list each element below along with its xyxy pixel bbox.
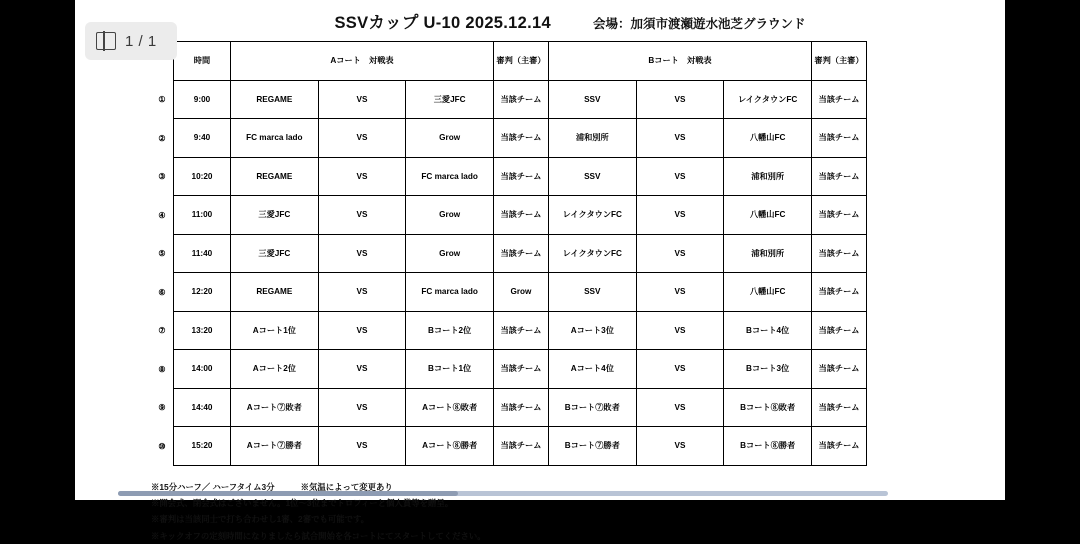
row-b-ref: 当該チーム (812, 350, 867, 389)
row-a-away: Grow (406, 119, 494, 158)
note-main: ※15分ハーフ／ ハーフタイム3分 (151, 482, 275, 492)
row-a-ref: 当該チーム (493, 234, 548, 273)
row-a-ref: 当該チーム (493, 350, 548, 389)
row-a-ref: 当該チーム (493, 157, 548, 196)
table-row (151, 427, 867, 466)
row-number: ⑧ (151, 350, 174, 389)
row-b-vs: VS (636, 273, 724, 312)
row-time: 9:00 (174, 80, 231, 119)
row-a-vs: VS (318, 157, 406, 196)
row-b-home: SSV (548, 80, 636, 119)
row-b-away: Bコート3位 (724, 350, 812, 389)
row-b-ref: 当該チーム (812, 388, 867, 427)
row-b-vs: VS (636, 427, 724, 466)
header-time: 時間 (174, 42, 231, 81)
row-b-home: Aコート4位 (548, 350, 636, 389)
row-a-away: Aコート⑧敗者 (406, 388, 494, 427)
note-line (151, 495, 867, 511)
row-b-home: SSV (548, 273, 636, 312)
row-time: 11:40 (174, 234, 231, 273)
document-header (107, 9, 973, 33)
row-a-away: Grow (406, 196, 494, 235)
row-number: ③ (151, 157, 174, 196)
row-b-away: 浦和別所 (724, 234, 812, 273)
row-a-away: Grow (406, 234, 494, 273)
row-number: ② (151, 119, 174, 158)
row-a-vs: VS (318, 273, 406, 312)
document-content (75, 0, 1005, 500)
row-a-home: Aコート2位 (231, 350, 319, 389)
row-b-home: Bコート⑦勝者 (548, 427, 636, 466)
row-number: ⑥ (151, 273, 174, 312)
row-b-vs: VS (636, 157, 724, 196)
page-title: SSVカップ U-10 2025.12.14 (335, 9, 551, 33)
scrollbar-thumb[interactable] (118, 491, 458, 496)
row-b-vs: VS (636, 311, 724, 350)
note-sub: ※気温によって変更あり (301, 482, 393, 492)
venue-label: 会場：加須市渡瀬遊水池芝グラウンド (593, 14, 806, 32)
row-a-away: 三愛JFC (406, 80, 494, 119)
row-number: ④ (151, 196, 174, 235)
table-row (151, 311, 867, 350)
row-time: 15:20 (174, 427, 231, 466)
row-b-away: 八幡山FC (724, 119, 812, 158)
row-a-ref: 当該チーム (493, 427, 548, 466)
row-a-away: Aコート⑧勝者 (406, 427, 494, 466)
row-a-home: 三愛JFC (231, 196, 319, 235)
row-a-home: FC marca lado (231, 119, 319, 158)
row-a-home: REGAME (231, 80, 319, 119)
schedule-table-body (151, 42, 867, 466)
row-a-vs: VS (318, 427, 406, 466)
note-line (151, 528, 867, 544)
note-main: ※開会式、閉会式はございません。1位〜3位までトロフィーと個人賞等を贈呈。 (151, 498, 453, 508)
header-referee-a: 審判（主審） (493, 42, 548, 81)
row-b-ref: 当該チーム (812, 196, 867, 235)
row-a-home: 三愛JFC (231, 234, 319, 273)
row-b-vs: VS (636, 388, 724, 427)
row-number: ⑩ (151, 427, 174, 466)
row-a-away: FC marca lado (406, 273, 494, 312)
row-time: 13:20 (174, 311, 231, 350)
row-number: ① (151, 80, 174, 119)
table-row (151, 388, 867, 427)
row-b-ref: 当該チーム (812, 427, 867, 466)
header-court-b: Bコート 対戦表 (548, 42, 811, 81)
row-a-ref: Grow (493, 273, 548, 312)
row-time: 12:20 (174, 273, 231, 312)
row-b-away: Bコート⑧勝者 (724, 427, 812, 466)
row-b-home: レイクタウンFC (548, 196, 636, 235)
header-court-a: Aコート 対戦表 (231, 42, 494, 81)
notes-section (151, 479, 867, 544)
row-b-home: レイクタウンFC (548, 234, 636, 273)
row-a-away: FC marca lado (406, 157, 494, 196)
row-b-home: Aコート3位 (548, 311, 636, 350)
row-time: 14:40 (174, 388, 231, 427)
book-icon (96, 32, 116, 50)
row-b-home: 浦和別所 (548, 119, 636, 158)
row-time: 9:40 (174, 119, 231, 158)
row-b-home: SSV (548, 157, 636, 196)
row-a-ref: 当該チーム (493, 311, 548, 350)
table-row (151, 350, 867, 389)
row-number: ⑤ (151, 234, 174, 273)
page-indicator (85, 22, 177, 60)
table-row (151, 273, 867, 312)
row-a-home: REGAME (231, 273, 319, 312)
row-b-ref: 当該チーム (812, 119, 867, 158)
row-a-vs: VS (318, 196, 406, 235)
row-a-away: Bコート2位 (406, 311, 494, 350)
row-b-ref: 当該チーム (812, 80, 867, 119)
header-referee-b: 審判（主審） (812, 42, 867, 81)
row-b-away: 浦和別所 (724, 157, 812, 196)
row-b-ref: 当該チーム (812, 311, 867, 350)
row-a-vs: VS (318, 234, 406, 273)
row-b-away: Bコート⑧敗者 (724, 388, 812, 427)
note-line (151, 511, 867, 527)
row-a-home: Aコート1位 (231, 311, 319, 350)
page-count-label: 1 / 1 (125, 33, 157, 50)
row-time: 14:00 (174, 350, 231, 389)
row-b-vs: VS (636, 119, 724, 158)
row-a-home: Aコート⑦敗者 (231, 388, 319, 427)
row-a-vs: VS (318, 388, 406, 427)
row-b-vs: VS (636, 234, 724, 273)
row-number: ⑨ (151, 388, 174, 427)
table-row (151, 119, 867, 158)
row-a-away: Bコート1位 (406, 350, 494, 389)
horizontal-scrollbar[interactable] (118, 491, 888, 496)
row-b-away: レイクタウンFC (724, 80, 812, 119)
table-row (151, 234, 867, 273)
row-a-vs: VS (318, 311, 406, 350)
document-page (75, 0, 1005, 500)
row-b-vs: VS (636, 350, 724, 389)
row-a-ref: 当該チーム (493, 119, 548, 158)
row-b-ref: 当該チーム (812, 234, 867, 273)
row-a-ref: 当該チーム (493, 196, 548, 235)
row-b-away: 八幡山FC (724, 196, 812, 235)
row-b-vs: VS (636, 196, 724, 235)
table-row (151, 80, 867, 119)
row-b-home: Bコート⑦敗者 (548, 388, 636, 427)
row-b-ref: 当該チーム (812, 273, 867, 312)
row-b-vs: VS (636, 80, 724, 119)
row-a-home: Aコート⑦勝者 (231, 427, 319, 466)
row-time: 10:20 (174, 157, 231, 196)
note-main: ※審判は当該同士で打ち合わせし1審、2審でも可能です。 (151, 514, 369, 524)
row-a-ref: 当該チーム (493, 80, 548, 119)
row-a-home: REGAME (231, 157, 319, 196)
table-row (151, 157, 867, 196)
row-time: 11:00 (174, 196, 231, 235)
schedule-table (151, 41, 867, 466)
row-a-vs: VS (318, 350, 406, 389)
row-number: ⑦ (151, 311, 174, 350)
row-a-vs: VS (318, 80, 406, 119)
row-b-away: 八幡山FC (724, 273, 812, 312)
row-b-away: Bコート4位 (724, 311, 812, 350)
note-main: ※キックオフの定刻時間になりましたら試合開始を各コートにてスタートしてください。 (151, 531, 486, 541)
row-b-ref: 当該チーム (812, 157, 867, 196)
row-a-vs: VS (318, 119, 406, 158)
row-a-ref: 当該チーム (493, 388, 548, 427)
table-row (151, 196, 867, 235)
table-header-row (151, 42, 867, 81)
